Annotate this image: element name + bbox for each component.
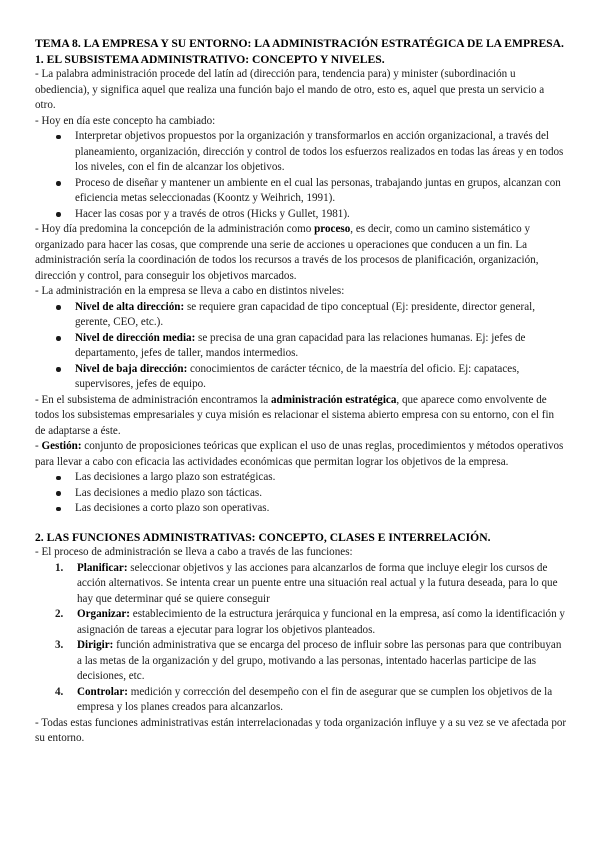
list-item: Las decisiones a medio plazo son tácticas.: [75, 486, 567, 502]
list-item: Interpretar objetivos propuestos por la organización y transformarlos en acción organizacional, a través del planeamiento, organización, dirección y control de todos los esfuerzos realizados en todas las áreas y en todos los niveles, con el fin de alcanzar los objetivos.: [75, 129, 567, 176]
list-item: Nivel de baja dirección: conocimientos de carácter técnico, de la maestría del oficio. Ej: capataces, supervisores, jefes de equipo.: [75, 362, 567, 393]
paragraph-process-concept: - Hoy día predomina la concepción de la administración como proceso, es decir, como un camino sistemático y organizado para hacer las cosas, que comprende una serie de acciones u operaciones que conducen a un fin. La administración sería la coordinación de todos los recursos a través de los procesos de planificación, organización, dirección y control, para conseguir los objetivos marcados.: [35, 223, 539, 282]
list-item: 1. Planificar: seleccionar objetivos y las acciones para alcanzarlos de forma que incluye elegir los cursos de acción alternativos. Se intenta crear un puente entre una situación real actual y la futura deseada, para lo que hay que determinar qué se quiere conseguir: [55, 561, 558, 605]
decisions-list: [35, 470, 567, 517]
list-item: Las decisiones a largo plazo son estratégicas.: [75, 470, 567, 486]
paragraph-gestion: - Gestión: conjunto de proposiciones teóricas que explican el uso de unas reglas, procedimientos y métodos operativos para llevar a cabo con eficacia las actividades económicas que permitan lograr los objetivos de la empresa.: [35, 440, 564, 468]
list-item: 2. Organizar: establecimiento de la estructura jerárquica y funcional en la empresa, así como la identificación y asignación de tareas a ejecutar para lograr los objetivos planteados.: [55, 608, 565, 636]
list-item: 3. Dirigir: función administrativa que se encarga del proceso de influir sobre las personas para que contribuyan a las metas de la organización y del grupo, motivando a las personas, intentado hacerlas participe de las decisiones, etc.: [55, 639, 562, 682]
list-item: Nivel de alta dirección: se requiere gran capacidad de tipo conceptual (Ej: presidente, director general, gerente, CEO, etc.).: [75, 300, 567, 331]
document-title: TEMA 8. LA EMPRESA Y SU ENTORNO: LA ADMINISTRACIÓN ESTRATÉGICA DE LA EMPRESA.: [35, 37, 564, 50]
paragraph-etymology: - La palabra administración procede del latín ad (dirección para, tendencia para) y minister (subordinación u obediencia), y significa aquel que realiza una función bajo el mando de otro, esto es, aquel que presta un servicio a otro.: [35, 68, 545, 111]
paragraph-concept-changed: - Hoy en día este concepto ha cambiado:: [35, 114, 216, 127]
list-item: Las decisiones a corto plazo son operativas.: [75, 501, 567, 517]
list-item: Nivel de dirección media: se precisa de una gran capacidad para las relaciones humanas. Ej: jefes de departamento, jefes de taller, mandos intermedios.: [75, 331, 567, 362]
section-2-heading: 2. LAS FUNCIONES ADMINISTRATIVAS: CONCEPTO, CLASES E INTERRELACIÓN.: [35, 530, 491, 544]
list-item: Hacer las cosas por y a través de otros (Hicks y Gullet, 1981).: [75, 207, 567, 223]
list-item: 4. Controlar: medición y corrección del desempeño con el fin de asegurar que se cumplen los objetivos de la empresa y los planes creados para alcanzarlos.: [55, 685, 553, 713]
list-item: Proceso de diseñar y mantener un ambiente en el cual las personas, trabajando juntas en grupos, alcanzan con eficiencia metas seleccionadas (Koontz y Weihrich, 1991).: [75, 176, 567, 207]
definitions-list: [35, 129, 567, 222]
paragraph-levels-intro: - La administración en la empresa se lleva a cabo en distintos niveles:: [35, 285, 345, 297]
paragraph-strategic-administration: - En el subsistema de administración encontramos la administración estratégica, que aparece como envolvente de todos los subsistemas empresariales y cuya misión es relacionar el sistema abierto empresa con su entorno, con el fin de adaptarse a éste.: [35, 393, 555, 437]
levels-list: [35, 300, 567, 393]
paragraph-closing: - Todas estas funciones administrativas están interrelacionadas y toda organización influye y a su vez se ve afectada por su entorno.: [35, 716, 567, 744]
functions-list: [35, 561, 567, 716]
section-1-heading: 1. EL SUBSISTEMA ADMINISTRATIVO: CONCEPTO Y NIVELES.: [35, 52, 385, 66]
paragraph-functions-intro: - El proceso de administración se lleva a cabo a través de las funciones:: [35, 546, 353, 558]
document-page: [35, 36, 567, 747]
